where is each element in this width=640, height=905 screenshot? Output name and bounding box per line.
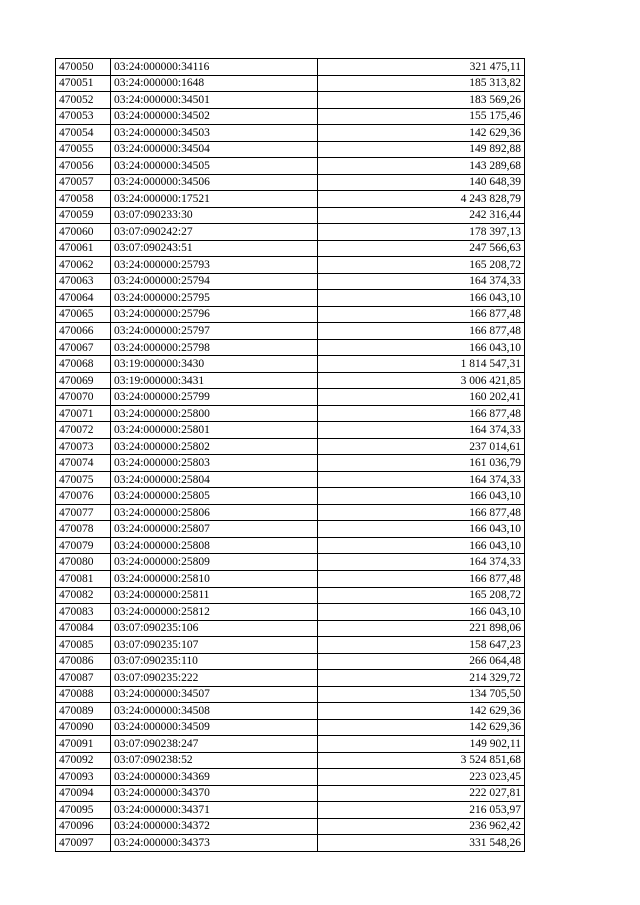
cadastral-number-cell: 03:24:000000:25804 <box>111 471 318 488</box>
cadastral-value-cell: 214 329,72 <box>318 670 525 687</box>
row-number-cell: 470086 <box>56 653 111 670</box>
cadastral-number-cell: 03:07:090243:51 <box>111 240 318 257</box>
cadastral-value-cell: 165 208,72 <box>318 587 525 604</box>
row-number-cell: 470085 <box>56 637 111 654</box>
cadastral-number-cell: 03:24:000000:25809 <box>111 554 318 571</box>
cadastral-number-cell: 03:07:090242:27 <box>111 224 318 241</box>
row-number-cell: 470062 <box>56 257 111 274</box>
table-row <box>56 59 525 76</box>
row-number-cell: 470082 <box>56 587 111 604</box>
cadastral-value-cell: 166 043,10 <box>318 537 525 554</box>
cadastral-value-cell: 149 902,11 <box>318 736 525 753</box>
cadastral-number-cell: 03:24:000000:34370 <box>111 785 318 802</box>
cadastral-number-cell: 03:24:000000:25805 <box>111 488 318 505</box>
cadastral-value-cell: 142 629,36 <box>318 703 525 720</box>
cadastral-value-cell: 165 208,72 <box>318 257 525 274</box>
cadastral-number-cell: 03:24:000000:25796 <box>111 306 318 323</box>
cadastral-value-cell: 185 313,82 <box>318 75 525 92</box>
cadastral-value-cell: 266 064,48 <box>318 653 525 670</box>
cadastral-value-cell: 166 877,48 <box>318 323 525 340</box>
table-row <box>56 604 525 621</box>
row-number-cell: 470058 <box>56 191 111 208</box>
cadastral-value-cell: 237 014,61 <box>318 438 525 455</box>
table-row <box>56 405 525 422</box>
cadastral-value-cell: 164 374,33 <box>318 554 525 571</box>
cadastral-number-cell: 03:24:000000:34502 <box>111 108 318 125</box>
row-number-cell: 470052 <box>56 92 111 109</box>
table-row <box>56 785 525 802</box>
table-row <box>56 686 525 703</box>
cadastral-number-cell: 03:24:000000:34372 <box>111 818 318 835</box>
row-number-cell: 470084 <box>56 620 111 637</box>
row-number-cell: 470079 <box>56 537 111 554</box>
table-row <box>56 554 525 571</box>
cadastral-value-cell: 216 053,97 <box>318 802 525 819</box>
cadastral-number-cell: 03:07:090238:247 <box>111 736 318 753</box>
table-row <box>56 372 525 389</box>
table-row <box>56 257 525 274</box>
cadastral-value-cell: 3 006 421,85 <box>318 372 525 389</box>
cadastral-value-cell: 164 374,33 <box>318 422 525 439</box>
cadastral-number-cell: 03:07:090235:222 <box>111 670 318 687</box>
cadastral-value-cell: 3 524 851,68 <box>318 752 525 769</box>
table-row <box>56 323 525 340</box>
cadastral-number-cell: 03:24:000000:34504 <box>111 141 318 158</box>
cadastral-number-cell: 03:07:090235:107 <box>111 637 318 654</box>
table-row <box>56 191 525 208</box>
cadastral-number-cell: 03:24:000000:34505 <box>111 158 318 175</box>
table-row <box>56 389 525 406</box>
cadastral-value-cell: 178 397,13 <box>318 224 525 241</box>
row-number-cell: 470057 <box>56 174 111 191</box>
cadastral-number-cell: 03:24:000000:34116 <box>111 59 318 76</box>
row-number-cell: 470074 <box>56 455 111 472</box>
cadastral-value-cell: 1 814 547,31 <box>318 356 525 373</box>
cadastral-value-cell: 236 962,42 <box>318 818 525 835</box>
cadastral-value-cell: 158 647,23 <box>318 637 525 654</box>
cadastral-number-cell: 03:24:000000:34506 <box>111 174 318 191</box>
row-number-cell: 470054 <box>56 125 111 142</box>
row-number-cell: 470077 <box>56 504 111 521</box>
cadastral-number-cell: 03:24:000000:25800 <box>111 405 318 422</box>
cadastral-value-cell: 183 569,26 <box>318 92 525 109</box>
row-number-cell: 470093 <box>56 769 111 786</box>
table-row <box>56 290 525 307</box>
row-number-cell: 470056 <box>56 158 111 175</box>
row-number-cell: 470071 <box>56 405 111 422</box>
row-number-cell: 470096 <box>56 818 111 835</box>
cadastral-value-cell: 4 243 828,79 <box>318 191 525 208</box>
cadastral-value-cell: 149 892,88 <box>318 141 525 158</box>
cadastral-value-cell: 166 877,48 <box>318 405 525 422</box>
cadastral-number-cell: 03:24:000000:25797 <box>111 323 318 340</box>
row-number-cell: 470065 <box>56 306 111 323</box>
table-row <box>56 769 525 786</box>
row-number-cell: 470053 <box>56 108 111 125</box>
cadastral-value-cell: 160 202,41 <box>318 389 525 406</box>
cadastral-number-cell: 03:24:000000:34503 <box>111 125 318 142</box>
cadastral-value-cell: 247 566,63 <box>318 240 525 257</box>
cadastral-number-cell: 03:24:000000:17521 <box>111 191 318 208</box>
row-number-cell: 470072 <box>56 422 111 439</box>
table-row <box>56 488 525 505</box>
row-number-cell: 470088 <box>56 686 111 703</box>
cadastral-value-cell: 155 175,46 <box>318 108 525 125</box>
table-row <box>56 306 525 323</box>
row-number-cell: 470051 <box>56 75 111 92</box>
row-number-cell: 470068 <box>56 356 111 373</box>
cadastral-number-cell: 03:24:000000:25801 <box>111 422 318 439</box>
row-number-cell: 470069 <box>56 372 111 389</box>
cadastral-number-cell: 03:24:000000:25807 <box>111 521 318 538</box>
cadastral-number-cell: 03:07:090238:52 <box>111 752 318 769</box>
cadastral-number-cell: 03:24:000000:25808 <box>111 537 318 554</box>
cadastral-number-cell: 03:24:000000:25798 <box>111 339 318 356</box>
table-row <box>56 339 525 356</box>
table-body <box>56 59 525 852</box>
table-row <box>56 356 525 373</box>
cadastral-value-cell: 140 648,39 <box>318 174 525 191</box>
row-number-cell: 470070 <box>56 389 111 406</box>
table-row <box>56 207 525 224</box>
cadastral-value-cell: 321 475,11 <box>318 59 525 76</box>
table-row <box>56 75 525 92</box>
cadastral-value-cell: 166 043,10 <box>318 488 525 505</box>
row-number-cell: 470092 <box>56 752 111 769</box>
table-row <box>56 174 525 191</box>
table-row <box>56 719 525 736</box>
row-number-cell: 470087 <box>56 670 111 687</box>
row-number-cell: 470076 <box>56 488 111 505</box>
cadastral-number-cell: 03:24:000000:34369 <box>111 769 318 786</box>
table-row <box>56 703 525 720</box>
cadastral-number-cell: 03:24:000000:34509 <box>111 719 318 736</box>
cadastral-value-cell: 222 027,81 <box>318 785 525 802</box>
cadastral-value-cell: 166 877,48 <box>318 504 525 521</box>
cadastral-number-cell: 03:19:000000:3430 <box>111 356 318 373</box>
row-number-cell: 470090 <box>56 719 111 736</box>
cadastral-value-cell: 166 043,10 <box>318 339 525 356</box>
row-number-cell: 470063 <box>56 273 111 290</box>
cadastral-value-cell: 164 374,33 <box>318 273 525 290</box>
cadastral-number-cell: 03:24:000000:25799 <box>111 389 318 406</box>
table-row <box>56 620 525 637</box>
row-number-cell: 470055 <box>56 141 111 158</box>
table-row <box>56 422 525 439</box>
cadastral-value-cell: 242 316,44 <box>318 207 525 224</box>
table-row <box>56 141 525 158</box>
table-row <box>56 752 525 769</box>
cadastral-number-cell: 03:24:000000:34501 <box>111 92 318 109</box>
table-row <box>56 108 525 125</box>
cadastral-number-cell: 03:24:000000:25795 <box>111 290 318 307</box>
table-row <box>56 455 525 472</box>
row-number-cell: 470066 <box>56 323 111 340</box>
table-row <box>56 504 525 521</box>
row-number-cell: 470081 <box>56 570 111 587</box>
row-number-cell: 470091 <box>56 736 111 753</box>
row-number-cell: 470050 <box>56 59 111 76</box>
cadastral-value-cell: 223 023,45 <box>318 769 525 786</box>
row-number-cell: 470089 <box>56 703 111 720</box>
row-number-cell: 470060 <box>56 224 111 241</box>
cadastral-number-cell: 03:24:000000:34508 <box>111 703 318 720</box>
cadastral-number-cell: 03:07:090235:110 <box>111 653 318 670</box>
cadastral-value-cell: 166 043,10 <box>318 521 525 538</box>
cadastral-value-cell: 166 043,10 <box>318 604 525 621</box>
cadastral-value-table <box>55 58 525 852</box>
row-number-cell: 470073 <box>56 438 111 455</box>
cadastral-value-cell: 166 877,48 <box>318 570 525 587</box>
cadastral-number-cell: 03:24:000000:25794 <box>111 273 318 290</box>
cadastral-number-cell: 03:19:000000:3431 <box>111 372 318 389</box>
row-number-cell: 470059 <box>56 207 111 224</box>
cadastral-value-cell: 161 036,79 <box>318 455 525 472</box>
cadastral-number-cell: 03:07:090235:106 <box>111 620 318 637</box>
row-number-cell: 470067 <box>56 339 111 356</box>
table-row <box>56 835 525 852</box>
table-row <box>56 471 525 488</box>
cadastral-number-cell: 03:07:090233:30 <box>111 207 318 224</box>
table-row <box>56 537 525 554</box>
cadastral-number-cell: 03:24:000000:34373 <box>111 835 318 852</box>
cadastral-number-cell: 03:24:000000:25811 <box>111 587 318 604</box>
table-row <box>56 570 525 587</box>
cadastral-number-cell: 03:24:000000:25812 <box>111 604 318 621</box>
row-number-cell: 470064 <box>56 290 111 307</box>
table-row <box>56 125 525 142</box>
table-row <box>56 224 525 241</box>
cadastral-number-cell: 03:24:000000:1648 <box>111 75 318 92</box>
cadastral-number-cell: 03:24:000000:25810 <box>111 570 318 587</box>
cadastral-number-cell: 03:24:000000:34371 <box>111 802 318 819</box>
row-number-cell: 470075 <box>56 471 111 488</box>
row-number-cell: 470080 <box>56 554 111 571</box>
table-row <box>56 653 525 670</box>
cadastral-value-cell: 331 548,26 <box>318 835 525 852</box>
row-number-cell: 470083 <box>56 604 111 621</box>
cadastral-number-cell: 03:24:000000:34507 <box>111 686 318 703</box>
cadastral-value-cell: 166 043,10 <box>318 290 525 307</box>
cadastral-value-cell: 134 705,50 <box>318 686 525 703</box>
row-number-cell: 470061 <box>56 240 111 257</box>
row-number-cell: 470097 <box>56 835 111 852</box>
table-row <box>56 438 525 455</box>
cadastral-number-cell: 03:24:000000:25806 <box>111 504 318 521</box>
cadastral-value-cell: 164 374,33 <box>318 471 525 488</box>
table-row <box>56 273 525 290</box>
table-row <box>56 158 525 175</box>
table-row <box>56 736 525 753</box>
row-number-cell: 470095 <box>56 802 111 819</box>
row-number-cell: 470094 <box>56 785 111 802</box>
cadastral-number-cell: 03:24:000000:25803 <box>111 455 318 472</box>
cadastral-number-cell: 03:24:000000:25802 <box>111 438 318 455</box>
table-row <box>56 637 525 654</box>
cadastral-value-cell: 166 877,48 <box>318 306 525 323</box>
cadastral-value-cell: 142 629,36 <box>318 719 525 736</box>
table-row <box>56 240 525 257</box>
row-number-cell: 470078 <box>56 521 111 538</box>
cadastral-number-cell: 03:24:000000:25793 <box>111 257 318 274</box>
table-row <box>56 818 525 835</box>
table-row <box>56 521 525 538</box>
table-row <box>56 802 525 819</box>
table-row <box>56 670 525 687</box>
table-row <box>56 587 525 604</box>
cadastral-value-cell: 221 898,06 <box>318 620 525 637</box>
cadastral-value-cell: 143 289,68 <box>318 158 525 175</box>
cadastral-value-cell: 142 629,36 <box>318 125 525 142</box>
table-row <box>56 92 525 109</box>
